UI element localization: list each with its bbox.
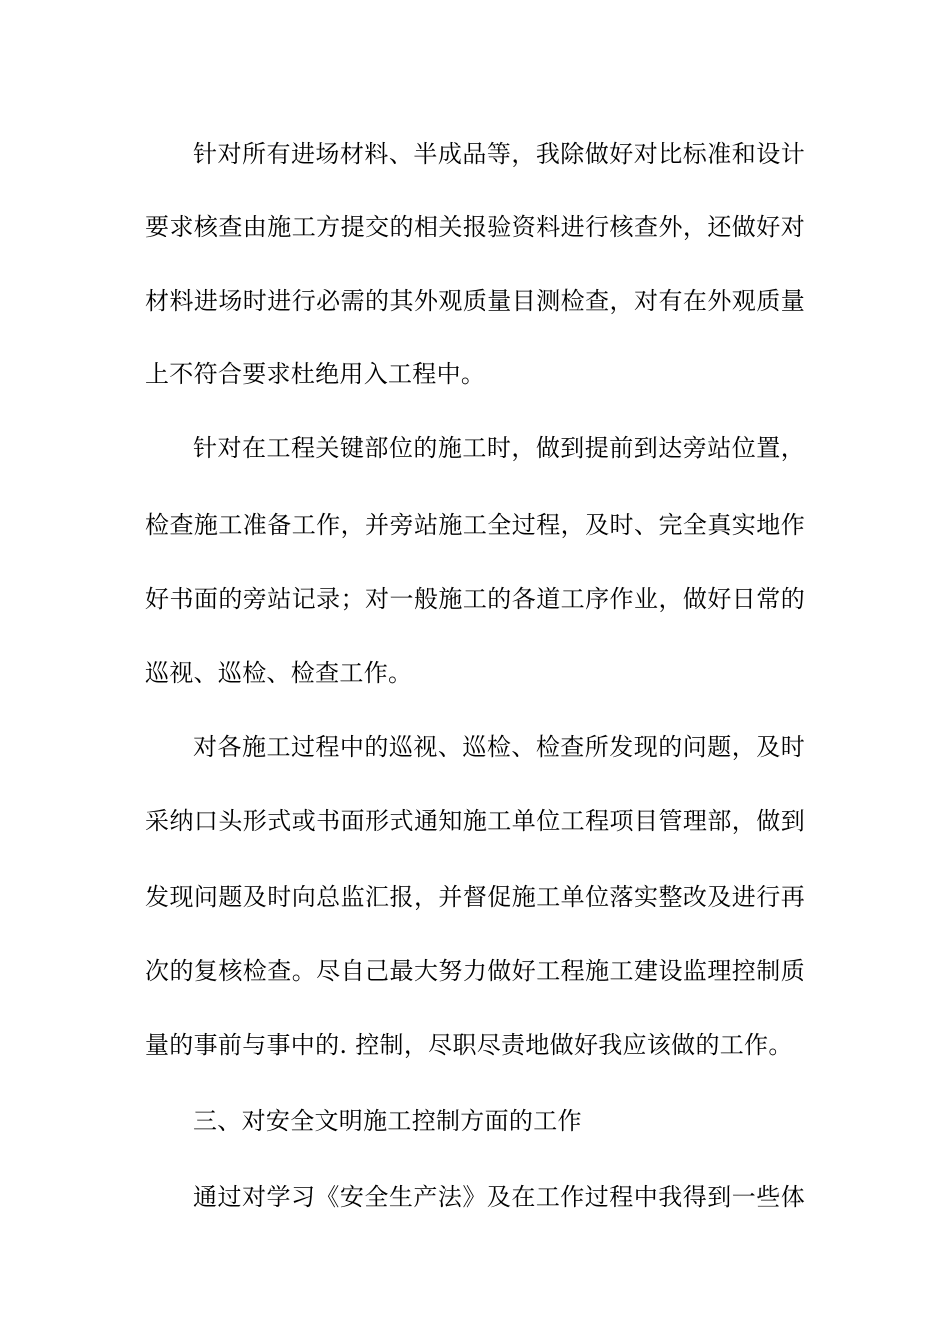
paragraph-3-line-3: 发现问题及时向总监汇报，并督促施工单位落实整改及进行再 [145, 883, 805, 911]
section-heading: 三、对安全文明施工控制方面的工作 [193, 1107, 582, 1135]
paragraph-4-line-1: 通过对学习《安全生产法》及在工作过程中我得到一些体 [193, 1183, 805, 1211]
paragraph-2-line-3: 好书面的旁站记录；对一般施工的各道工序作业，做好日常的 [145, 585, 805, 613]
paragraph-3-line-1: 对各施工过程中的巡视、巡检、检查所发现的问题，及时 [193, 733, 805, 761]
paragraph-2-line-2: 检查施工准备工作，并旁站施工全过程，及时、完全真实地作 [145, 511, 805, 539]
paragraph-1-line-4: 上不符合要求杜绝用入工程中。 [145, 360, 486, 388]
paragraph-3-line-2: 采纳口头形式或书面形式通知施工单位工程项目管理部，做到 [145, 807, 805, 835]
paragraph-3-line-5: 量的事前与事中的. 控制，尽职尽责地做好我应该做的工作。 [145, 1031, 793, 1059]
paragraph-1-line-3: 材料进场时进行必需的其外观质量目测检查，对有在外观质量 [145, 287, 805, 315]
paragraph-2-line-1: 针对在工程关键部位的施工时，做到提前到达旁站位置， [193, 434, 805, 462]
paragraph-2-line-4: 巡视、巡检、检查工作。 [145, 659, 413, 687]
paragraph-3-line-4: 次的复核检查。尽自己最大努力做好工程施工建设监理控制质 [145, 957, 805, 985]
paragraph-1-line-2: 要求核查由施工方提交的相关报验资料进行核查外，还做好对 [145, 213, 805, 241]
paragraph-1-line-1: 针对所有进场材料、半成品等，我除做好对比标准和设计 [193, 140, 805, 168]
